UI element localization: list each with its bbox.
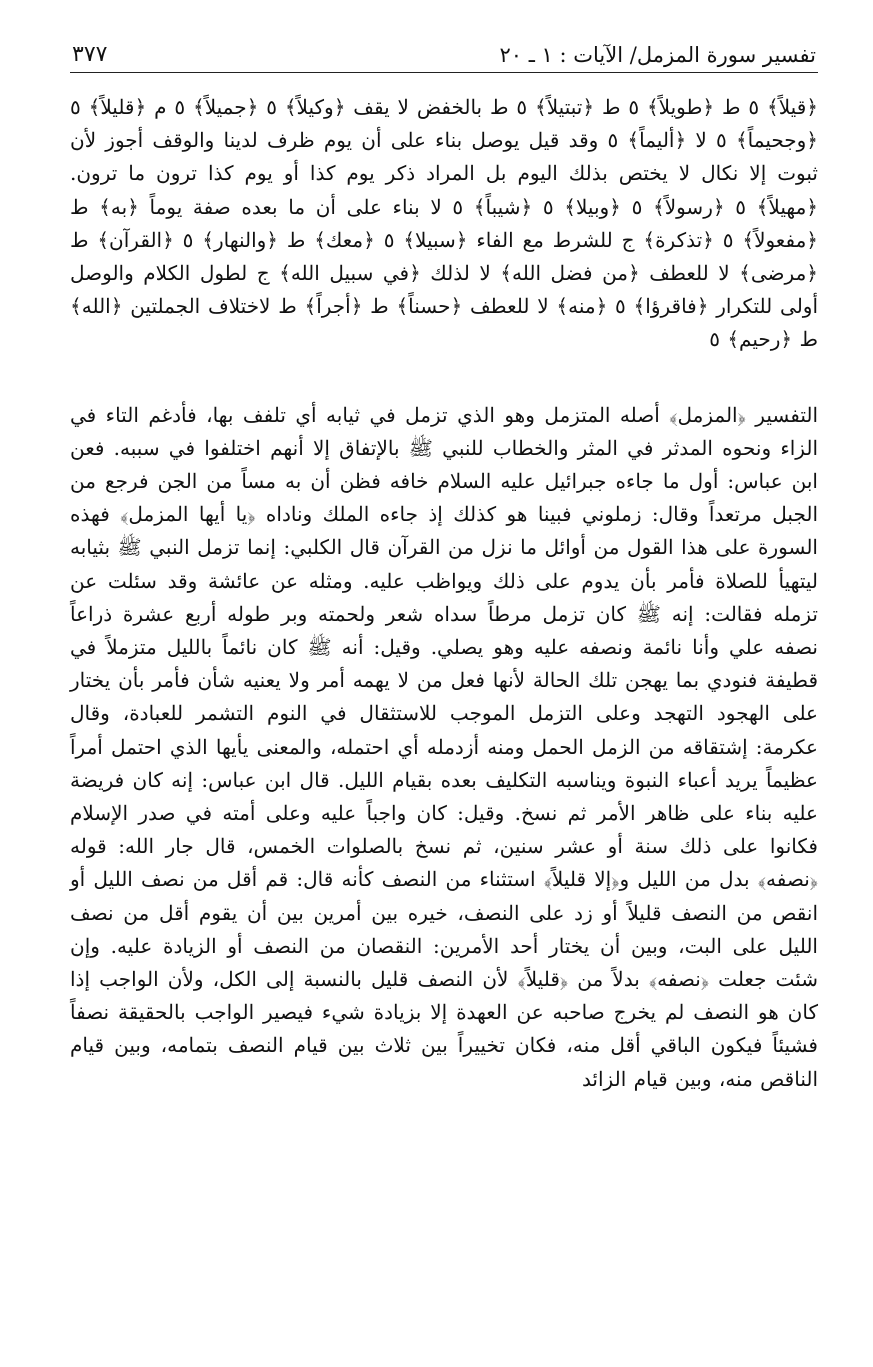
tafsir-section <box>70 399 818 1096</box>
book-page <box>70 40 818 1096</box>
page-number: ٣٧٧ <box>72 42 108 67</box>
tafsir-paragraph: التفسير ﴿المزمل﴾ أصله المتزمل وهو الذي تزمل في ثيابه أي تلفف بها، فأدغم التاء في الزاء ونحوه المدثر في المثر والخطاب للنبي ﷺ بالإتفاق إلا أنهم اختلفوا في سببه. فعن ابن عباس: أول ما جاءه جبرائيل عليه السلام خافه فظن أن به مساً من الجن فرجع من الجبل مرتعداً وقال: زملوني فبينا هو كذلك إذ جاءه الملك وناداه ﴿يا أيها المزمل﴾ فهذه السورة على هذا القول من أوائل ما نزل من القرآن قال الكلبي: إنما تزمل النبي ﷺ بثيابه ليتهيأ للصلاة فأمر بأن يدوم على ذلك ويواظب عليه. ومثله عن عائشة وقد سئلت عن تزمله فقالت: إنه ﷺ كان تزمل مرطاً سداه شعر ولحمته وبر طوله أربع عشرة ذراعاً نصفه علي وأنا نائمة ونصفه عليه وهو يصلي. وقيل: أنه ﷺ كان نائماً بالليل متزملاً في قطيفة فنودي بما يهجن تلك الحالة لأنها فعل من لا يهمه أمر ولا يعنيه شأن فأمر بأن يختار على الهجود التهجد وعلى التزمل الموجب للاستثقال في النوم التشمر للعبادة، وقال عكرمة: إشتقاقه من الزمل الحمل ومنه أزدمله أي احتمله، والمعنى يأيها الذي احتمل أمراً عظيماً يريد أعباء النبوة ويناسبه التكليف بعده بقيام الليل. قال ابن عباس: إنه كان فريضة عليه بناء على ظاهر الأمر ثم نسخ. وقيل: كان واجباً عليه وعلى أمته في صدر الإسلام فكانوا على ذلك سنة أو عشر سنين، ثم نسخ بالصلوات الخمس، قال جار الله: قوله ﴿نصفه﴾ بدل من الليل و﴿إلا قليلاً﴾ استثناء من النصف كأنه قال: قم أقل من نصف الليل أو انقص من النصف قليلاً أو زد على النصف، خيره بين أمرين بين أن يقوم أقل من نصف الليل على البت، وبين أن يختار أحد الأمرين: النقصان من النصف أو الزيادة عليه. وإن شئت جعلت ﴿نصفه﴾ بدلاً من ﴿قليلاً﴾ لأن النصف قليل بالنسبة إلى الكل، ولأن الواجب إذا كان هو النصف لم يخرج صاحبه عن العهدة إلا بزيادة شيء فيصير الواجب بالحقيقة نصفاً فشيئاً فيكون الباقي أقل منه، فكان تخييراً بين ثلاث بين قيام النصف بتمامه، وبين قيام الناقص منه، وبين قيام الزائد <box>70 402 819 1091</box>
waqf-section <box>70 91 818 357</box>
page-header <box>70 40 818 73</box>
waqf-paragraph: ﴿قيلاً﴾ ٥ ط ﴿طويلاً﴾ ٥ ط ﴿تبتيلاً﴾ ٥ ط بالخفض لا يقف ﴿وكيلاً﴾ ٥ ﴿جميلاً﴾ ٥ م ﴿قليلاً﴾ ٥ ﴿وجحيماً﴾ ٥ لا ﴿أليماً﴾ ٥ وقد قيل يوصل بناء على أن يوم ظرف لدينا والوقف أجوز لأن ثبوت إلا نكال لا يختص بذلك اليوم بل المراد ذكر يوم كذا أو يوم كذا ترون ما ترون. ﴿مهيلاً﴾ ٥ ﴿رسولاً﴾ ٥ ﴿وبيلا﴾ ٥ ﴿شيباً﴾ ٥ لا بناء على أن ما بعده صفة يوماً ﴿به﴾ ط ﴿مفعولاً﴾ ٥ ﴿تذكرة﴾ ج للشرط مع الفاء ﴿سبيلا﴾ ٥ ﴿معك﴾ ط ﴿والنهار﴾ ٥ ﴿القرآن﴾ ط ﴿مرضى﴾ لا للعطف ﴿من فضل الله﴾ لا لذلك ﴿في سبيل الله﴾ ج لطول الكلام والوصل أولى للتكرار ﴿فاقرؤا﴾ ٥ ﴿منه﴾ لا للعطف ﴿حسناً﴾ ط ﴿أجراً﴾ ط لاختلاف الجملتين ﴿الله﴾ ط ﴿رحيم﴾ ٥ <box>70 95 819 352</box>
running-title: تفسير سورة المزمل/ الآيات : ١ ـ ٢٠ <box>499 43 816 67</box>
